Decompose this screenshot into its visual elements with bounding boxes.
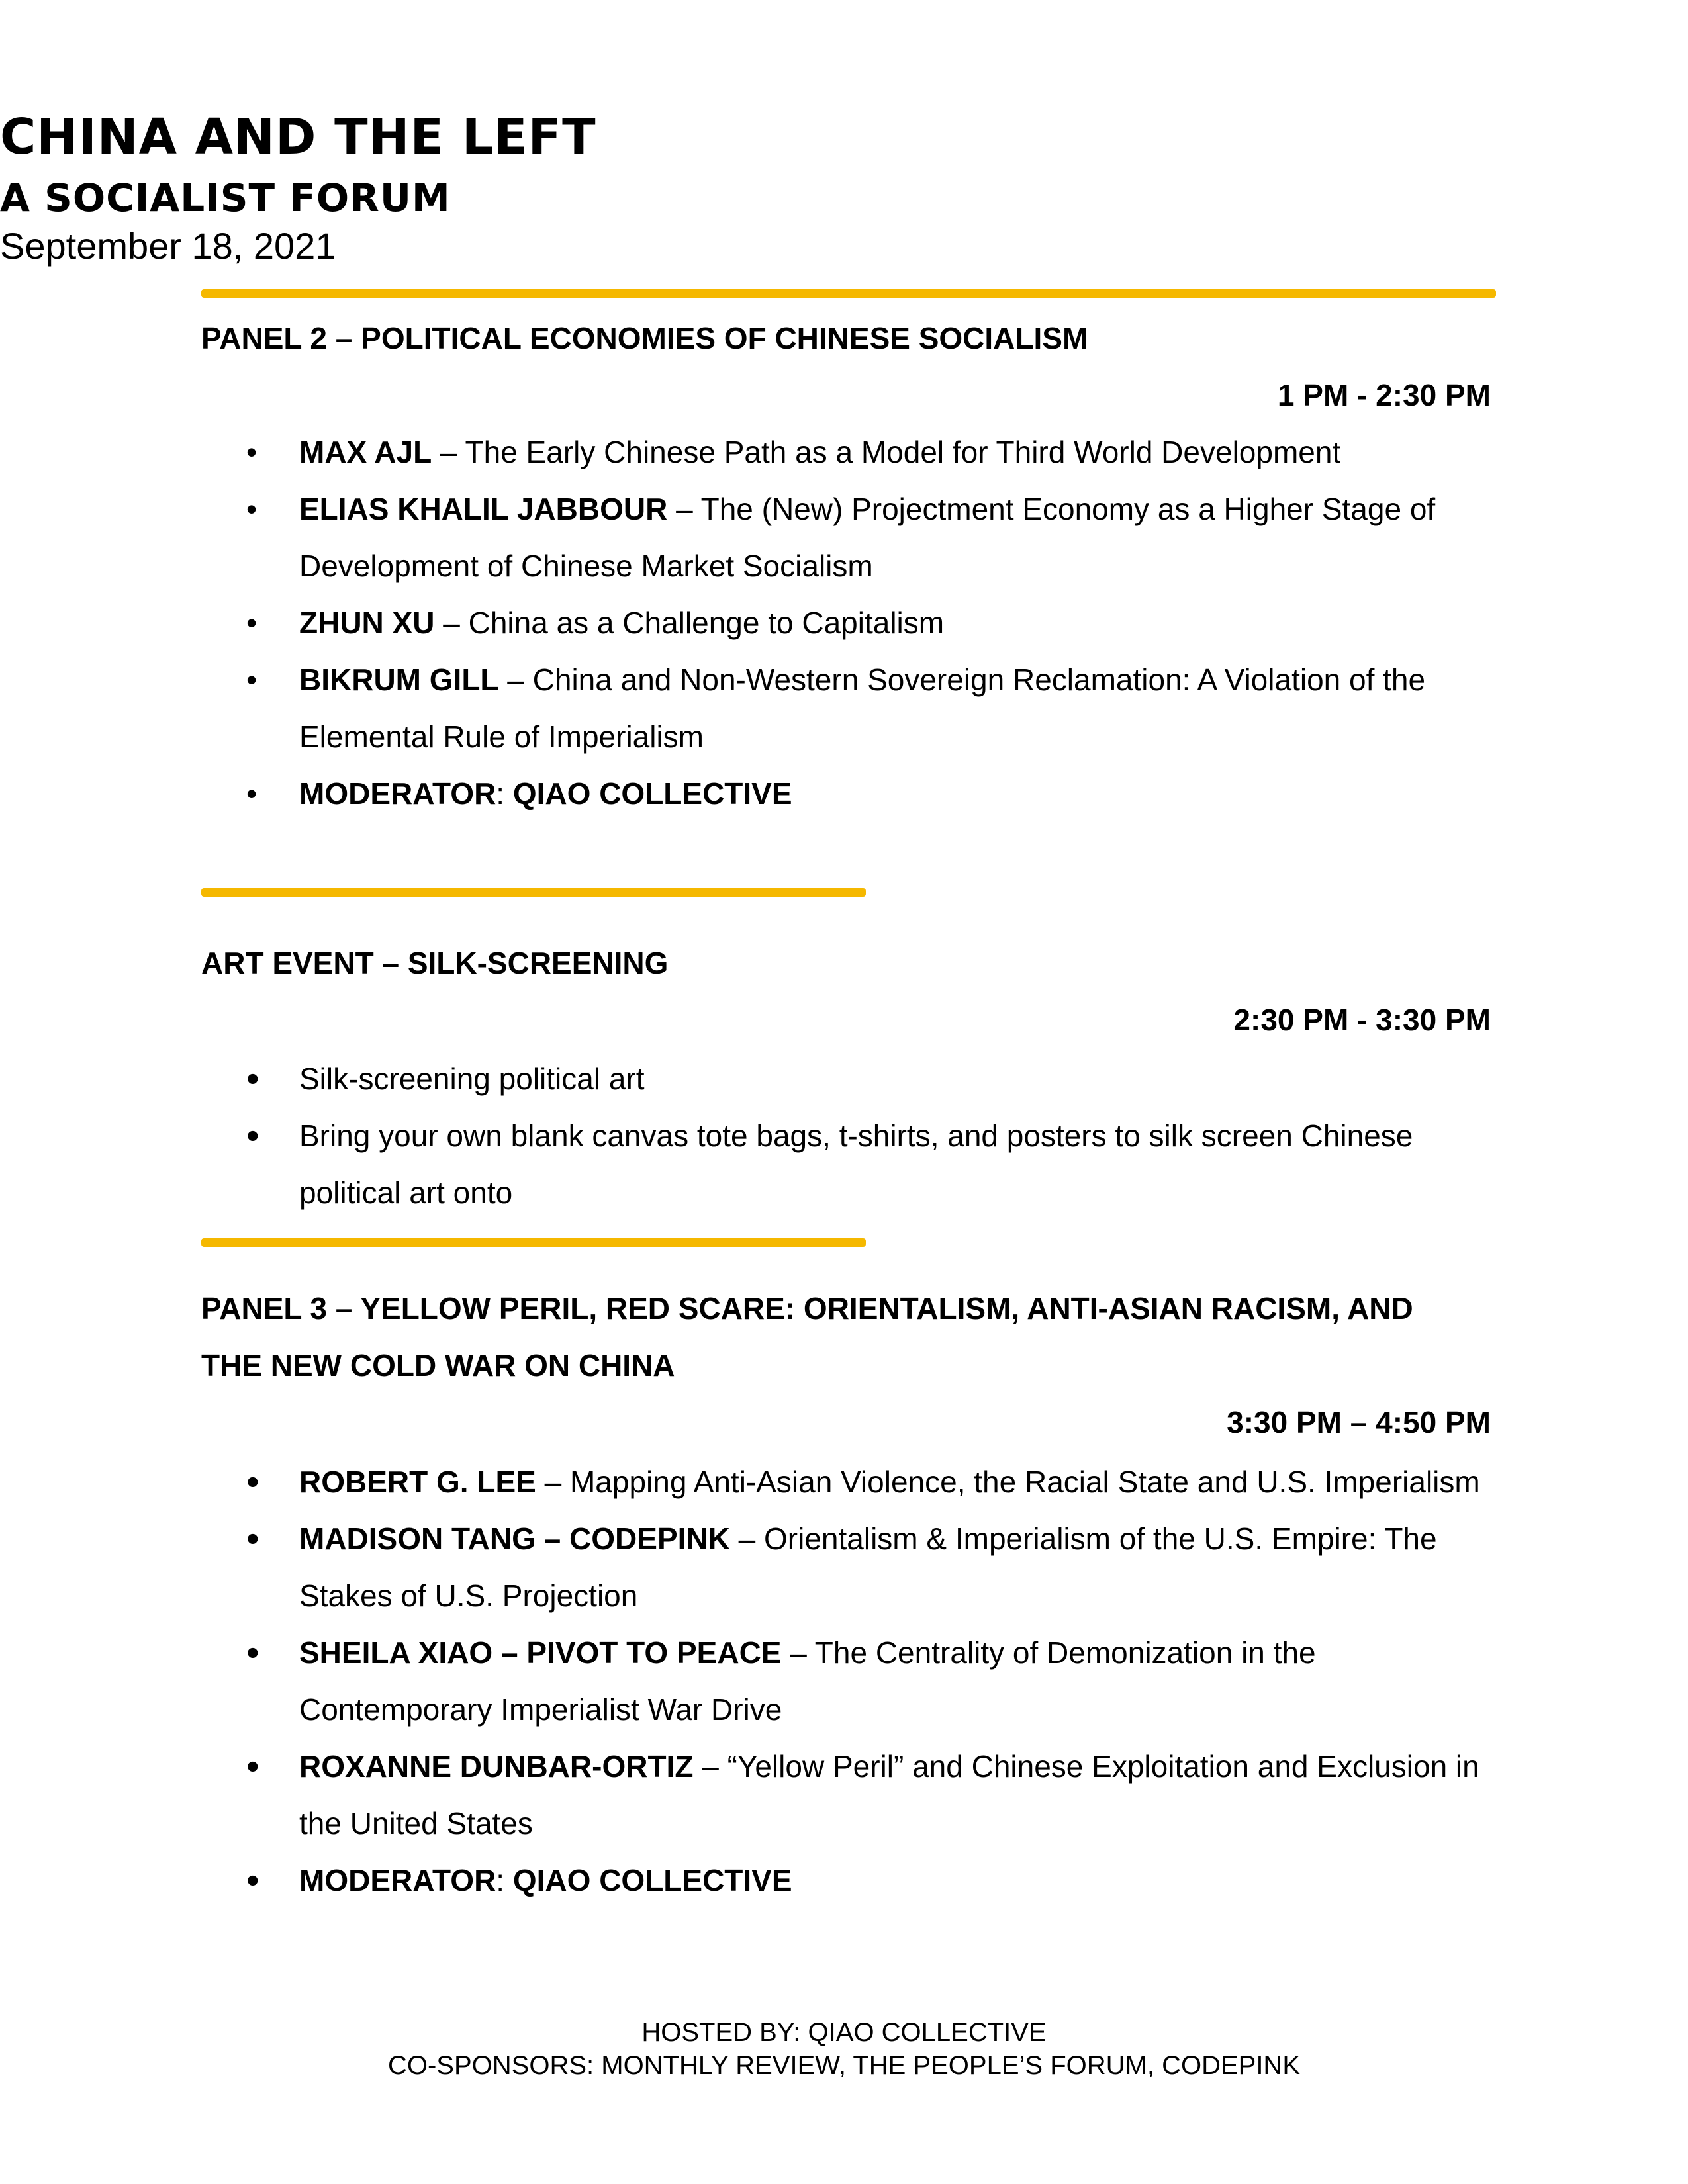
bullet-icon: • — [246, 435, 258, 469]
header-divider — [201, 289, 1496, 298]
speaker-name: MAX AJL — [299, 435, 432, 469]
speaker-name: ELIAS KHALIL JABBOUR — [299, 492, 668, 526]
speaker-name: ROBERT G. LEE — [299, 1465, 536, 1499]
bullet-icon: • — [246, 492, 258, 526]
talk-title: – “Yellow Peril” and Chinese Exploitation and Exclusion in the United States — [299, 1749, 1479, 1841]
speaker-name: BIKRUM GILL — [299, 662, 499, 697]
list-item — [0, 765, 1497, 822]
bullet-icon: • — [246, 1518, 259, 1559]
list-item — [0, 1107, 1497, 1221]
footer — [0, 2016, 1688, 2082]
bullet-icon: • — [246, 662, 258, 697]
panel3-heading: PANEL 3 – YELLOW PERIL, RED SCARE: ORIENTALISM, ANTI-ASIAN RACISM, AND THE NEW COLD WAR ON CHINA — [201, 1291, 1413, 1383]
page-subtitle: A SOCIALIST FORUM — [0, 175, 451, 220]
panel2-time: 1 PM - 2:30 PM — [1277, 378, 1491, 412]
moderator-label: MODERATOR — [299, 1863, 496, 1897]
bullet-icon: • — [246, 1631, 259, 1673]
speaker-name: MADISON TANG – CODEPINK — [299, 1522, 730, 1556]
list-item — [0, 651, 1497, 765]
list-item — [0, 1738, 1497, 1852]
bullet-icon: • — [246, 1859, 259, 1901]
bullet-icon: • — [246, 1461, 259, 1502]
list-item — [0, 1453, 1497, 1510]
panel3-time: 3:30 PM – 4:50 PM — [1227, 1405, 1491, 1439]
speaker-name: ROXANNE DUNBAR-ORTIZ — [299, 1749, 694, 1784]
moderator-label: MODERATOR — [299, 776, 496, 811]
co-sponsors: CO-SPONSORS: MONTHLY REVIEW, THE PEOPLE’S FORUM, CODEPINK — [387, 2051, 1300, 2080]
event-date: September 18, 2021 — [0, 225, 336, 267]
separator: : — [496, 776, 513, 811]
list-item — [0, 1852, 1497, 1909]
speaker-name: SHEILA XIAO – PIVOT TO PEACE — [299, 1635, 782, 1670]
moderator-name: QIAO COLLECTIVE — [512, 1863, 792, 1897]
talk-title: – Mapping Anti-Asian Violence, the Racial State and U.S. Imperialism — [536, 1465, 1480, 1499]
bullet-icon: • — [246, 1058, 259, 1099]
hosted-by: HOSTED BY: QIAO COLLECTIVE — [641, 2018, 1047, 2047]
talk-title: – Orientalism & Imperialism of the U.S. Empire: The Stakes of U.S. Projection — [299, 1522, 1437, 1613]
section-divider — [201, 888, 866, 897]
speaker-name: ZHUN XU — [299, 606, 435, 640]
talk-title: – China as a Challenge to Capitalism — [434, 606, 945, 640]
bullet-icon: • — [246, 1115, 259, 1156]
panel2-speaker-list — [0, 424, 1688, 822]
list-item — [0, 480, 1497, 594]
panel3-speaker-list — [0, 1453, 1688, 1909]
talk-title: – The (New) Projectment Economy as a Higher Stage of Development of Chinese Market Socialism — [299, 492, 1436, 583]
art-item-text: Bring your own blank canvas tote bags, t-shirts, and posters to silk screen Chinese political art onto — [299, 1118, 1413, 1210]
list-item — [0, 424, 1497, 480]
list-item — [0, 594, 1497, 651]
talk-title: – The Centrality of Demonization in the Contemporary Imperialist War Drive — [299, 1635, 1316, 1727]
art-time: 2:30 PM - 3:30 PM — [1233, 1003, 1491, 1037]
art-item-list — [0, 1050, 1688, 1221]
list-item — [0, 1050, 1497, 1107]
bullet-icon: • — [246, 606, 258, 640]
list-item — [0, 1624, 1497, 1738]
art-heading: ART EVENT – SILK-SCREENING — [201, 946, 669, 980]
moderator-name: QIAO COLLECTIVE — [512, 776, 792, 811]
list-item — [0, 1510, 1497, 1624]
section-divider — [201, 1238, 866, 1247]
bullet-icon: • — [246, 1745, 259, 1787]
art-item-text: Silk-screening political art — [299, 1062, 645, 1096]
talk-title: – China and Non-Western Sovereign Reclamation: A Violation of the Elemental Rule of Imperialism — [299, 662, 1426, 754]
separator: : — [496, 1863, 513, 1897]
page-title: CHINA AND THE LEFT — [0, 109, 596, 165]
talk-title: – The Early Chinese Path as a Model for Third World Development — [432, 435, 1341, 469]
panel2-heading: PANEL 2 – POLITICAL ECONOMIES OF CHINESE SOCIALISM — [201, 321, 1088, 355]
bullet-icon: • — [246, 776, 258, 811]
